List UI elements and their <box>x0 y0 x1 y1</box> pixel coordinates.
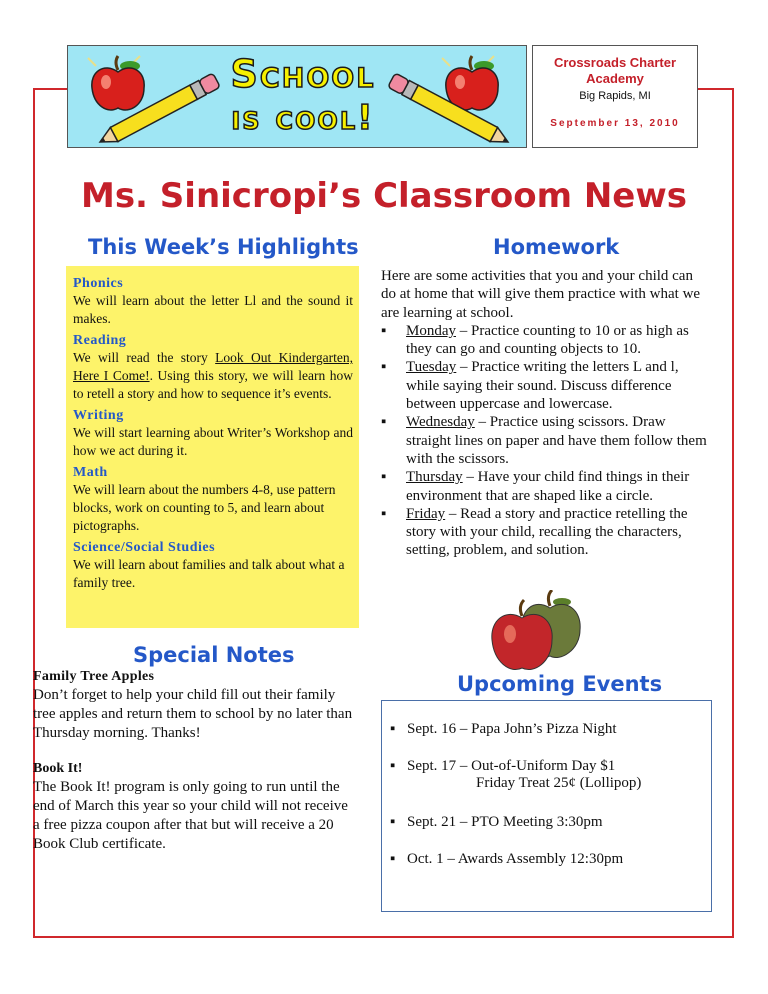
banner <box>67 45 527 148</box>
list-item <box>382 758 641 792</box>
school-info-box <box>532 45 698 148</box>
section-title: Writing <box>73 408 124 423</box>
section-title: Phonics <box>73 276 124 291</box>
homework-day: Monday <box>406 322 456 339</box>
homework-intro: Here are some activities that you and your child can do at home that will give them practice with what we are learning at school. <box>381 268 701 321</box>
bullet-icon: ▪ <box>390 814 396 830</box>
title-line-1: School <box>230 52 376 96</box>
homework-list <box>381 322 711 560</box>
apple-pencil-icon <box>386 50 526 145</box>
reading-text-after: . Using this story, we will learn how to retell a story and how to sequence it’s events. <box>73 368 353 401</box>
list-item <box>381 358 711 413</box>
homework-text: – Practice counting to 10 or as high as they can go and counting objects to 10. <box>406 322 689 358</box>
note-text: The Book It! program is only going to run until the end of March this year so your child will not receive a free pizza coupon after that but will receive a 20 Book Club certificate. <box>33 779 348 852</box>
section-text: We will learn about the letter Ll and the sound it makes. <box>73 293 353 326</box>
list-item <box>382 851 623 868</box>
event-text: Sept. 16 – Papa John’s Pizza Night <box>407 721 617 737</box>
list-item <box>381 322 711 359</box>
section-text: We will start learning about Writer’s Workshop and how we act during it. <box>73 425 353 458</box>
homework-text: – Have your child find things in their environment that are shaped like a circle. <box>406 469 690 504</box>
book-title: Look Out Kindergarten, Here I Come! <box>73 350 353 383</box>
highlights-heading: This Week’s Highlights <box>88 235 359 259</box>
section-title: Science/Social Studies <box>73 540 216 555</box>
bullet-icon: ▪ <box>390 721 396 737</box>
school-name: Crossroads Charter Academy <box>553 55 677 86</box>
list-item <box>382 814 603 831</box>
bullet-icon: ▪ <box>381 469 387 486</box>
event-text: Sept. 21 – PTO Meeting 3:30pm <box>407 814 603 830</box>
title-line-2: is cool! <box>231 98 375 138</box>
reading-text-before: We will read the story <box>73 350 216 365</box>
special-notes-section <box>33 667 353 854</box>
highlights-box <box>66 266 359 628</box>
bullet-icon: ▪ <box>390 851 396 867</box>
note-title: Family Tree Apples <box>33 669 155 684</box>
apples-icon <box>488 590 584 676</box>
homework-day: Thursday <box>406 469 463 486</box>
frame-bottom <box>33 936 734 938</box>
apple-pencil-icon <box>80 50 220 145</box>
section-text: We will learn about the numbers 4-8, use pattern blocks, work on counting to 5, and learn about pictographs. <box>73 482 336 533</box>
bullet-icon: ▪ <box>381 505 387 522</box>
homework-day: Wednesday <box>406 414 475 431</box>
bullet-icon: ▪ <box>381 359 387 376</box>
school-is-cool-title <box>208 52 398 140</box>
list-item <box>381 505 711 560</box>
list-item <box>382 721 617 738</box>
school-city: Big Rapids, MI <box>579 90 651 102</box>
frame-top-right <box>698 88 734 90</box>
note-text: Don’t forget to help your child fill out their family tree apples and return them to school by no later than Thursday morning. Thanks! <box>33 687 353 741</box>
homework-text: – Practice writing the letters L and l, while saying their sound. Discuss difference between uppercase and lowercase. <box>406 359 679 413</box>
section-title: Reading <box>73 333 127 348</box>
section-text: We will learn about families and talk about what a family tree. <box>73 557 345 590</box>
events-heading: Upcoming Events <box>457 672 663 696</box>
section-title: Math <box>73 465 108 480</box>
bullet-icon: ▪ <box>381 414 387 431</box>
event-text: Sept. 17 – Out-of-Uniform Day $1 <box>407 758 616 774</box>
note-title: Book It! <box>33 761 83 776</box>
homework-heading: Homework <box>493 235 620 259</box>
event-text: Oct. 1 – Awards Assembly 12:30pm <box>407 851 624 867</box>
list-item <box>381 413 711 468</box>
events-box <box>381 700 712 912</box>
homework-day: Tuesday <box>406 359 457 376</box>
issue-date: September 13, 2010 <box>550 118 680 129</box>
frame-top-left <box>33 88 67 90</box>
special-notes-heading: Special Notes <box>133 643 295 667</box>
list-item <box>381 468 711 505</box>
homework-text: – Read a story and practice retelling the story with your child, recalling the characters, setting, problem, and solution. <box>406 505 688 559</box>
homework-text: – Practice using scissors. Draw straight lines on paper and have them follow them with the scissors. <box>406 414 707 467</box>
bullet-icon: ▪ <box>390 758 396 774</box>
bullet-icon: ▪ <box>381 322 387 339</box>
homework-day: Friday <box>406 505 446 522</box>
page-title: Ms. Sinicropi’s Classroom News <box>80 176 688 216</box>
event-text-line2: Friday Treat 25¢ (Lollipop) <box>476 775 642 791</box>
homework-section <box>381 267 711 560</box>
section-text <box>73 349 353 403</box>
